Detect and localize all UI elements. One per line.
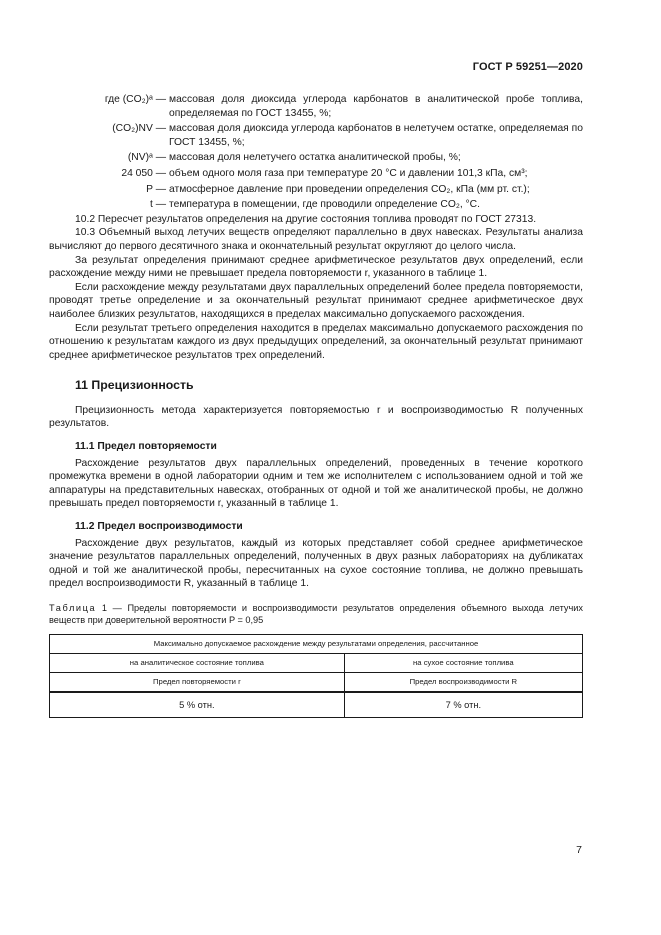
document-header-id: ГОСТ Р 59251—2020 <box>472 61 583 73</box>
definition-term: (CO₂)NV — <box>112 123 166 135</box>
definition-row <box>49 93 583 120</box>
definition-row <box>49 151 583 165</box>
definition-row <box>49 122 583 149</box>
definition-text: температура в помещении, где проводили определение CO₂, °С. <box>169 199 480 211</box>
table-col1-header: на аналитическое состояние топлива <box>50 654 345 673</box>
definition-row <box>49 167 583 181</box>
definition-term: P — <box>146 183 166 195</box>
paragraph-10-2: 10.2 Пересчет результатов определения на другие состояния топлива проводят по ГОСТ 27313. <box>75 213 537 225</box>
section-11-intro: Прецизионность метода характеризуется повторяемостью r и воспроизводимостью R полученных результатов. <box>49 404 583 430</box>
definition-term: где (CO₂)ᵃ — <box>104 94 166 105</box>
definition-term: (NV)ᵃ — <box>127 152 166 164</box>
paragraph-three-average: Если результат третьего определения находится в пределах максимально допускаемого расхождения по отношению к результатам каждого из двух предыдущих определений, за окончательный результат принимают среднее арифметическое результатов трех определений. <box>49 322 583 361</box>
section-11-heading: 11 Прецизионность <box>75 378 194 393</box>
table-1-caption <box>49 602 583 626</box>
table-caption-label: Таблица <box>49 603 97 613</box>
page-number: 7 <box>576 844 582 856</box>
paragraph-10-3: 10.3 Объемный выход летучих веществ определяют параллельно в двух навесках. Результаты анализа вычисляют до первого десятичного знака и окончательный результат округляют до целого числа. <box>49 227 583 252</box>
definition-row <box>49 198 583 212</box>
subsection-11-1-heading: 11.1 Предел повторяемости <box>75 441 217 453</box>
definition-text: атмосферное давление при проведении определения CO₂, кПа (мм рт. ст.); <box>169 183 530 195</box>
definition-text: массовая доля диоксида углерода карбонатов в нелетучем остатке, определяемая по ГОСТ 13455, %; <box>169 123 583 148</box>
page-content <box>49 93 583 718</box>
table-caption-text: 1 — Пределы повторяемости и воспроизводимости результатов определения объемного выхода летучих веществ при доверительной вероятности P = 0,95 <box>49 603 583 625</box>
subsection-11-2-heading: 11.2 Предел воспроизводимости <box>75 521 243 533</box>
table-col2-header: на сухое состояние топлива <box>344 654 582 673</box>
table-1 <box>49 634 583 718</box>
definition-text: массовая доля нелетучего остатка аналитической пробы, %; <box>169 152 461 164</box>
definition-term: 24 050 — <box>121 167 166 179</box>
table-col2-value: 7 % отн. <box>344 692 582 718</box>
paragraph-result-average: За результат определения принимают среднее арифметическое результатов двух определений, если расхождение между ними не превышает предела повторяемости r, указанного в таблице 1. <box>49 254 583 280</box>
subsection-11-1-text: Расхождение результатов двух параллельных определений, проведенных в течение короткого промежутка времени в одной лаборатории одним и тем же исполнителем с использованием одной и той же аппаратуры на представительных навесках, отобранных от одной и той же аналитической пробы, не должно превышать предел повторяемости r, указанный в таблице 1. <box>49 457 583 510</box>
definition-text: массовая доля диоксида углерода карбонатов в аналитической пробе топлива, определяемая по ГОСТ 13455, %; <box>169 94 583 119</box>
table-header-main: Максимально допускаемое расхождение между результатами определения, рассчитанное <box>50 635 583 654</box>
definition-row <box>49 183 583 197</box>
table-col2-subheader: Предел воспроизводимости R <box>344 673 582 693</box>
definition-text: объем одного моля газа при температуре 20 °С и давлении 101,3 кПа, см³; <box>169 167 528 179</box>
paragraph-third-determination: Если расхождение между результатами двух параллельных определений более предела повторяемости, проводят третье определение и за окончательный результат принимают среднее арифметическое двух наиболее близких результатов, находящихся в пределах максимально допускаемого расхождения. <box>49 281 583 320</box>
subsection-11-2-text: Расхождение двух результатов, каждый из которых представляет собой среднее арифметическое значение результатов параллельных определений, полученных в двух разных лабораториях на дубликатах одной и той же аналитической пробы, пересчитанных на сухое состояние топлива, не должно превышать предел воспроизводимости R, указанный в таблице 1. <box>49 537 583 590</box>
table-col1-value: 5 % отн. <box>50 692 345 718</box>
definition-term: t — <box>149 199 166 211</box>
table-col1-subheader: Предел повторяемости r <box>50 673 345 693</box>
